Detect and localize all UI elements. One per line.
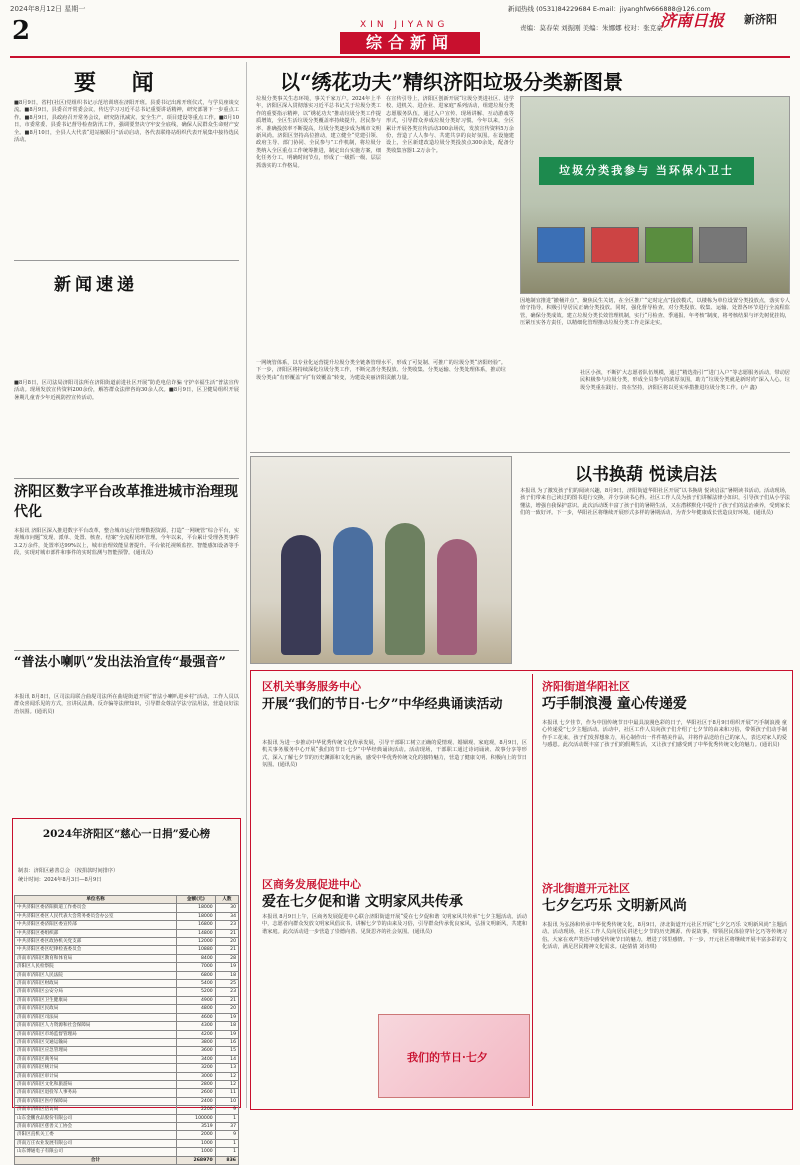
section-title: 综合新闻 <box>340 32 480 54</box>
donor-name: 济南市济阳区商务局 <box>15 1055 177 1063</box>
digital-headline: 济阳区数字平台改革推进城市治理现代化 <box>14 484 238 520</box>
donation-amount: 7000 <box>177 963 216 971</box>
kid-figure-icon <box>333 527 373 655</box>
yaowen-body: ■8月9日，省村(社区)党组织书记示范培训班在济阳开班。县委书记出席开班仪式，与学员座谈交流。■8月9日，县委召开常委会议，传达学习习近平总书记重要讲话精神，研究部署下一步重点工作。■8月9日，县政府召开常务会议，研究防汛减灾、安全生产、项目建设等重点工作。■8月10日，市委常委、县委书记督导检查防汛工作，强调要坚决守牢安全底线，确保人民群众生命财产安全。■8月10日，全县人大代表“进站履职月”活动启动，各代表联络站组织代表开展集中接待选民活动。 <box>14 100 239 144</box>
donor-name: 济南市济阳区审计局 <box>15 1072 177 1080</box>
table-row <box>15 1114 239 1122</box>
donor-count: 23 <box>215 988 238 996</box>
donor-count: 20 <box>215 1005 238 1013</box>
kid-figure-icon <box>437 539 477 655</box>
swfz-label: 区商务发展促进中心 <box>262 878 361 891</box>
donor-name: 济南市济阳区民政局 <box>15 1005 177 1013</box>
donation-amount: 1000 <box>177 1139 216 1147</box>
column-header: 金额(元) <box>177 896 216 904</box>
bin-other-icon <box>699 227 747 263</box>
book-body: 本报讯 为了激发孩子们的阅读兴趣，8月9日，济阳街道华阳社区开展“以书换葫 悦读启法”暑期读书活动。活动现场，孩子们带来自己读过的图书进行交换，并分享读书心得。社区工作人员为孩子们讲解法律小知识，引导孩子们从小学法懂法，增强自我保护意识。此次活动既丰富了孩子们的暑期生活，又在潜移默化中提升了孩子们的法治素养，受到家长们的一致好评。下一步，华阳社区将继续开展形式多样的暑期活动，为青少年健康成长营造良好环境。(通讯员) <box>520 488 790 517</box>
donation-amount: 18000 <box>177 912 216 920</box>
jbk-label: 济北街道开元社区 <box>542 882 630 895</box>
table-row <box>15 912 239 920</box>
table-row <box>15 988 239 996</box>
donor-name: 济南市济阳区司法局 <box>15 1013 177 1021</box>
qixi-caption: 我们的节日·七夕 <box>407 1051 488 1064</box>
qixi-illustration <box>378 1014 530 1098</box>
table-row <box>15 1047 239 1055</box>
donation-amount: 8400 <box>177 954 216 962</box>
jbk-body: 本报讯 为弘扬和传承中华优秀传统文化，8月9日，济北街道开元社区开展“七夕乞巧乐 文明新风尚”主题活动。活动现场，社区工作人员向居民讲述七夕节的历史渊源、传说故事，带领居民体验穿针乞巧等传统习俗。大家在欢声笑语中感受传统节日的魅力，增进了邻里感情。下一步，开元社区将继续开展丰富多彩的文化活动，满足居民精神文化需求。(赵倩倩 刘诗琪) <box>542 922 787 951</box>
donor-count: 30 <box>215 904 238 912</box>
donation-amount: 6800 <box>177 971 216 979</box>
divider <box>250 452 790 453</box>
kid-figure-icon <box>281 535 321 655</box>
donor-count: 15 <box>215 1047 238 1055</box>
donation-amount: 2600 <box>177 1089 216 1097</box>
swfz-headline: 爱在七夕促和谐 文明家风共传承 <box>262 894 463 910</box>
donor-name: 济南市济阳区财政局 <box>15 980 177 988</box>
donor-count: 18 <box>215 971 238 979</box>
divider <box>14 650 239 651</box>
donation-amount: 3800 <box>177 1038 216 1046</box>
bin-hazardous-icon <box>591 227 639 263</box>
donor-name: 济南市济阳区交通运输局 <box>15 1038 177 1046</box>
table-row <box>15 1038 239 1046</box>
donor-count: 12 <box>215 1072 238 1080</box>
photo-banner: 垃圾分类我参与 当环保小卫士 <box>539 157 754 185</box>
donor-name: 中共济阳区委区人民代表大会常务委员会办公室 <box>15 912 177 920</box>
donor-count: 9 <box>215 1106 238 1114</box>
donor-name: 山东博通电子有限公司 <box>15 1148 177 1156</box>
donor-count: 16 <box>215 1038 238 1046</box>
table-row <box>15 971 239 979</box>
table-row <box>15 929 239 937</box>
masthead-pinyin: XIN JIYANG <box>360 20 449 30</box>
donor-name: 济南市济阳区退役军人事务局 <box>15 1089 177 1097</box>
table-row <box>15 1080 239 1088</box>
table-row <box>15 938 239 946</box>
lead-col-1: 垃圾分类事关生态环境，事关千家万户。2024年上半年，济阳区深入贯彻落实习近平总书记关于垃圾分类工作的重要指示精神，以“绣花功夫”推动垃圾分类工作提质增效，全区生活垃圾分类覆盖率持续提升，居民参与率、准确投放率不断提高，垃圾分类逐步成为城市文明新风尚。济阳区坚持高位推动，建立健全“党建引领、政府主导、部门协同、全民参与”工作机制，将垃圾分类纳入全区重点工作统筹推进，制定出台实施方案，细化任务分工，明确时间节点，形成了一级抓一级、层层抓落实的工作格局。 <box>256 96 381 169</box>
lead-col-3: 因地制宜推进“撤桶并点”，聚焦民生关切，在全区推广“定时定点”投放模式，以楼栋为单位设置分类投放点，落实专人值守指导，积极引导居民正确分类投放。同时，强化督导检查，对分类投放、收集、运输、处置各环节进行全流程监管，确保分类成效。建立垃圾分类长效管理机制，实行“月检查、季通报、年考核”制度，将考核结果与评先树优挂钩，压紧压实各方责任，以精细化管理推动垃圾分类工作走深走实。 <box>520 298 790 327</box>
table-row <box>15 1005 239 1013</box>
donation-amount: 3600 <box>177 1047 216 1055</box>
table-row <box>15 1097 239 1105</box>
table-header-row <box>15 896 239 904</box>
kid-figure-icon <box>385 523 425 655</box>
donor-count: 19 <box>215 1013 238 1021</box>
brand-logo: 济南日报 <box>660 11 725 30</box>
donation-amount: 4600 <box>177 1013 216 1021</box>
donation-amount: 4900 <box>177 996 216 1004</box>
donor-name: 济南市济阳区公安分局 <box>15 988 177 996</box>
donation-amount: 10880 <box>177 946 216 954</box>
donation-amount: 14800 <box>177 929 216 937</box>
table-row <box>15 1122 239 1130</box>
donor-count: 10 <box>215 1097 238 1105</box>
donation-amount: 3400 <box>177 1055 216 1063</box>
table-row <box>15 954 239 962</box>
yaowen-heading: 要 闻 <box>74 70 168 96</box>
donor-count: 19 <box>215 1030 238 1038</box>
table-row <box>15 1055 239 1063</box>
donor-name: 中共济阳区委组织部 <box>15 929 177 937</box>
digital-body: 本报讯 济阳区深入推进数字平台改革，整合城市运行管理数据资源，打造“一网统管”综合平台，实现城市问题“发现、派单、处置、核查、结案”全流程闭环管理。今年以来，平台累计受理各类事件3.2万余件，处置率达99%以上，城市治理效能显著提升。平台依托视频监控、智能感知设备等手段，实现对城市部件和事件的实时监测与智能预警。(通讯员) <box>14 528 239 557</box>
donor-name: 济南市济阳区人民法院 <box>15 971 177 979</box>
donation-amount: 5400 <box>177 980 216 988</box>
donor-count: 13 <box>215 1064 238 1072</box>
donor-count: 19 <box>215 963 238 971</box>
donation-amount: 3200 <box>177 1064 216 1072</box>
table-row <box>15 1013 239 1021</box>
box-divider <box>532 674 533 1106</box>
donor-count: 18 <box>215 1022 238 1030</box>
table-row <box>15 980 239 988</box>
column-header: 人数 <box>215 896 238 904</box>
table-row <box>15 1089 239 1097</box>
donor-name: 济南市济阳区卫生健康局 <box>15 996 177 1004</box>
donor-count: 21 <box>215 996 238 1004</box>
table-row <box>15 946 239 954</box>
issue-date: 2024年8月12日 星期一 <box>10 5 86 13</box>
table-row <box>15 1131 239 1139</box>
lead-col-4: 一网统管体系，以专业化运营提升垃圾分类全链条管理水平，形成了可复制、可推广的垃圾分类“济阳经验”。下一步，济阳区将持续深化垃圾分类工作，不断完善分类投放、分类收集、分类运输、分类处理体系，推动垃圾分类由“有形覆盖”向“有效覆盖”转变，为建设美丽济阳贡献力量。 <box>256 360 506 381</box>
donation-amount: 4200 <box>177 1030 216 1038</box>
table-row <box>15 1139 239 1147</box>
donor-count: 1 <box>215 1148 238 1156</box>
jbk-headline: 七夕乞巧乐 文明新风尚 <box>542 898 687 914</box>
donor-count: 1 <box>215 1139 238 1147</box>
donor-name: 济阳区直机关工委 <box>15 1131 177 1139</box>
donation-amount: 2000 <box>177 1131 216 1139</box>
cishan-meta-2: 统计时间：2024年8月3日—8月9日 <box>18 877 102 883</box>
donor-name: 中共济阳区委区纪律检查委员会 <box>15 946 177 954</box>
bin-recyclable-icon <box>537 227 585 263</box>
donor-count: 14 <box>215 1055 238 1063</box>
donor-name: 中共济阳区委济阳区委宣传部 <box>15 921 177 929</box>
total-label: 合计 <box>15 1156 177 1164</box>
donor-name: 济南万庄农业发展有限公司 <box>15 1139 177 1147</box>
donation-amount: 1000 <box>177 1148 216 1156</box>
jgsw-body: 本报讯 为进一步推动中华优秀传统文化传承发展，引导干部职工树立正确的爱情观、婚姻观、家庭观，8月9日，区机关事务服务中心开展“我们的节日·七夕”中华经典诵读活动。活动现场，干部职工通过诗词诵读、故事分享等形式，深入了解七夕节的历史渊源和文化内涵，感受中华优秀传统文化的独特魅力，营造了健康文明、积极向上的节日氛围。(通讯员) <box>262 740 527 769</box>
book-headline: 以书换葫 悦读启法 <box>575 465 717 485</box>
hy-headline: 巧手制浪漫 童心传递爱 <box>542 696 687 712</box>
donation-amount: 12000 <box>177 938 216 946</box>
donor-count: 34 <box>215 912 238 920</box>
cishan-headline: 2024年济阳区“慈心一日捐”爱心榜 <box>42 828 211 840</box>
hy-body: 本报讯 七夕佳节，作为中国传统节日中最具浪漫色彩的日子，华阳社区于8月9日组织开展“巧手制浪漫 童心传递爱”七夕主题活动。活动中，社区工作人员向孩子们介绍了七夕节的由来和习俗，带领孩子们动手制作手工花束，孩子们发挥想象力，用心制作出一件件精美作品，并将作品送给自己的家人，表达对家人的爱与感恩。此次活动既丰富了孩子们的假期生活，又让孩子们感受到了中华优秀传统文化的魅力。(通讯员) <box>542 720 787 749</box>
table-row <box>15 1030 239 1038</box>
donor-name: 济南市济阳区统计局 <box>15 1064 177 1072</box>
column-header: 单位名称 <box>15 896 177 904</box>
donor-name: 济阳区人民检察院 <box>15 963 177 971</box>
donation-amount: 16800 <box>177 921 216 929</box>
donor-name: 济南市济阳区信访局 <box>15 1106 177 1114</box>
donor-name: 济南市济阳区市场监督管理局 <box>15 1030 177 1038</box>
bin-kitchen-icon <box>645 227 693 263</box>
table-row <box>15 1022 239 1030</box>
page-number: 2 <box>12 16 31 46</box>
editors-line: 责编：莫春荣 刘振刚 美编：朱娜娜 校对：张克豪 <box>520 24 663 32</box>
table-row <box>15 1106 239 1114</box>
donor-name: 济南市济阳区慈善义工协会 <box>15 1122 177 1130</box>
donation-amount: 5200 <box>177 988 216 996</box>
photo-reading-kids <box>250 456 512 664</box>
donor-name: 济南市济阳区人力资源和社会保障局 <box>15 1022 177 1030</box>
total-amount: 268970 <box>177 1156 216 1164</box>
donor-count: 21 <box>215 946 238 954</box>
table-total-row <box>15 1156 239 1164</box>
donor-count: 1 <box>215 1114 238 1122</box>
donor-count: 20 <box>215 938 238 946</box>
swfz-body: 本报讯 8月9日上午，区商务发展促进中心联合济阳街道开展“爱在七夕促和谐 文明家风共传承”七夕主题活动。活动中，志愿者向群众发放文明家风倡议书，讲解七夕节的由来及习俗，引导群众传承优良家风，弘扬文明新风，共建和谐家庭。此次活动进一步营造了崇德向善、见贤思齐的社会氛围。(通讯员) <box>262 914 527 935</box>
table-row <box>15 1148 239 1156</box>
donor-count: 25 <box>215 980 238 988</box>
donation-amount: 100000 <box>177 1114 216 1122</box>
masthead-rule <box>10 56 790 58</box>
sorting-bins <box>537 227 777 267</box>
donation-amount: 3000 <box>177 1072 216 1080</box>
masthead <box>0 0 800 70</box>
donation-table <box>14 895 239 1165</box>
table-row <box>15 1064 239 1072</box>
photo-garbage-sorting <box>520 96 790 294</box>
donor-count: 9 <box>215 1131 238 1139</box>
donor-count: 23 <box>215 921 238 929</box>
column-divider <box>246 62 247 1108</box>
donor-name: 济南市济阳区教育和体育局 <box>15 954 177 962</box>
donor-count: 37 <box>215 1122 238 1130</box>
lead-col-2: 在宣传引导上，济阳区创新开展“垃圾分类进社区、进学校、进机关、进企业、进家庭”系列活动，组建垃圾分类志愿服务队伍，通过入户宣传、现场讲解、互动游戏等形式，引导群众养成垃圾分类好习惯。今年以来，全区累计开展各类宣传活动300余场次，发放宣传资料5万余份，营造了人人参与、共建共享的良好氛围。在设施建设上，全区新建改造垃圾分类投放点300余处，配备分类收集容器1.2万余个。 <box>386 96 514 154</box>
donor-name: 山东金鹏食品股份有限公司 <box>15 1114 177 1122</box>
donation-amount: 2800 <box>177 1080 216 1088</box>
donor-name: 济南市济阳区医疗保障局 <box>15 1097 177 1105</box>
lead-headline: 以“绣花功夫”精织济阳垃圾分类新图景 <box>280 70 624 94</box>
laba-headline: “普法小喇叭”发出法治宣传“最强音” <box>14 655 226 670</box>
donor-count: 21 <box>215 929 238 937</box>
kuaidi-heading: 新闻速递 <box>54 275 138 295</box>
total-count: 836 <box>215 1156 238 1164</box>
hy-label: 济阳街道华阳社区 <box>542 680 630 693</box>
divider <box>14 260 239 261</box>
donor-count: 28 <box>215 954 238 962</box>
donation-amount: 18000 <box>177 904 216 912</box>
donor-name: 中共济阳区委区政协机关党支部 <box>15 938 177 946</box>
contact-line: 新闻热线 (0531)84229684 E-mail：jiyanghfw666888@126.com <box>508 5 711 13</box>
lead-col-5: 社区小孩，不断扩大志愿者队伍规模，通过“精选指引”“进门入户”等志愿服务活动，带动居民积极参与垃圾分类，形成全员参与的浓厚氛围，助力“垃圾分类就是新时尚”深入人心。垃圾分类重在践行、贵在坚持，济阳区将以更实举措推进垃圾分类工作。(卢 鑫) <box>580 370 790 391</box>
donor-count: 11 <box>215 1089 238 1097</box>
table-row <box>15 1072 239 1080</box>
table-row <box>15 921 239 929</box>
donor-name: 济南市济阳区文化和旅游局 <box>15 1080 177 1088</box>
laba-body: 本报讯 8月8日，区司法局联合曲堤司法所在曲堤街道开展“普法小喇叭进乡村”活动。工作人员以群众喜闻乐见的方式，宣讲民法典、反诈骗等法律知识，引导群众尊法学法守法用法，营造良好法治氛围。(通讯员) <box>14 694 239 715</box>
donation-amount: 4300 <box>177 1022 216 1030</box>
kuaidi-body: ■8月8日，区司法局济阳司法所在济阳街道前进社区开展“防范电信诈骗 守护幸福生活”普法宣传活动。现场发放宣传资料200余份，解答群众法律咨询30余人次。■8月9日，区卫健局组织开展暑期儿童青少年近视防控宣传活动。 <box>14 380 239 401</box>
donation-amount: 2400 <box>177 1097 216 1105</box>
table-row <box>15 996 239 1004</box>
table-row <box>15 904 239 912</box>
divider <box>14 478 239 479</box>
cishan-meta-1: 制表：济阳区慈善总会 （按捐款时间排序） <box>18 868 119 874</box>
donation-amount: 2200 <box>177 1106 216 1114</box>
donor-name: 中共济阳区委济阳街道工作委员会 <box>15 904 177 912</box>
donation-amount: 4800 <box>177 1005 216 1013</box>
table-row <box>15 963 239 971</box>
jgsw-label: 区机关事务服务中心 <box>262 680 361 693</box>
brand-subtitle: 新济阳 <box>744 13 777 26</box>
jgsw-headline: 开展“我们的节日·七夕”中华经典诵读活动 <box>262 697 503 712</box>
donor-name: 济南市济阳区应急管理局 <box>15 1047 177 1055</box>
donor-count: 12 <box>215 1080 238 1088</box>
donation-amount: 3519 <box>177 1122 216 1130</box>
